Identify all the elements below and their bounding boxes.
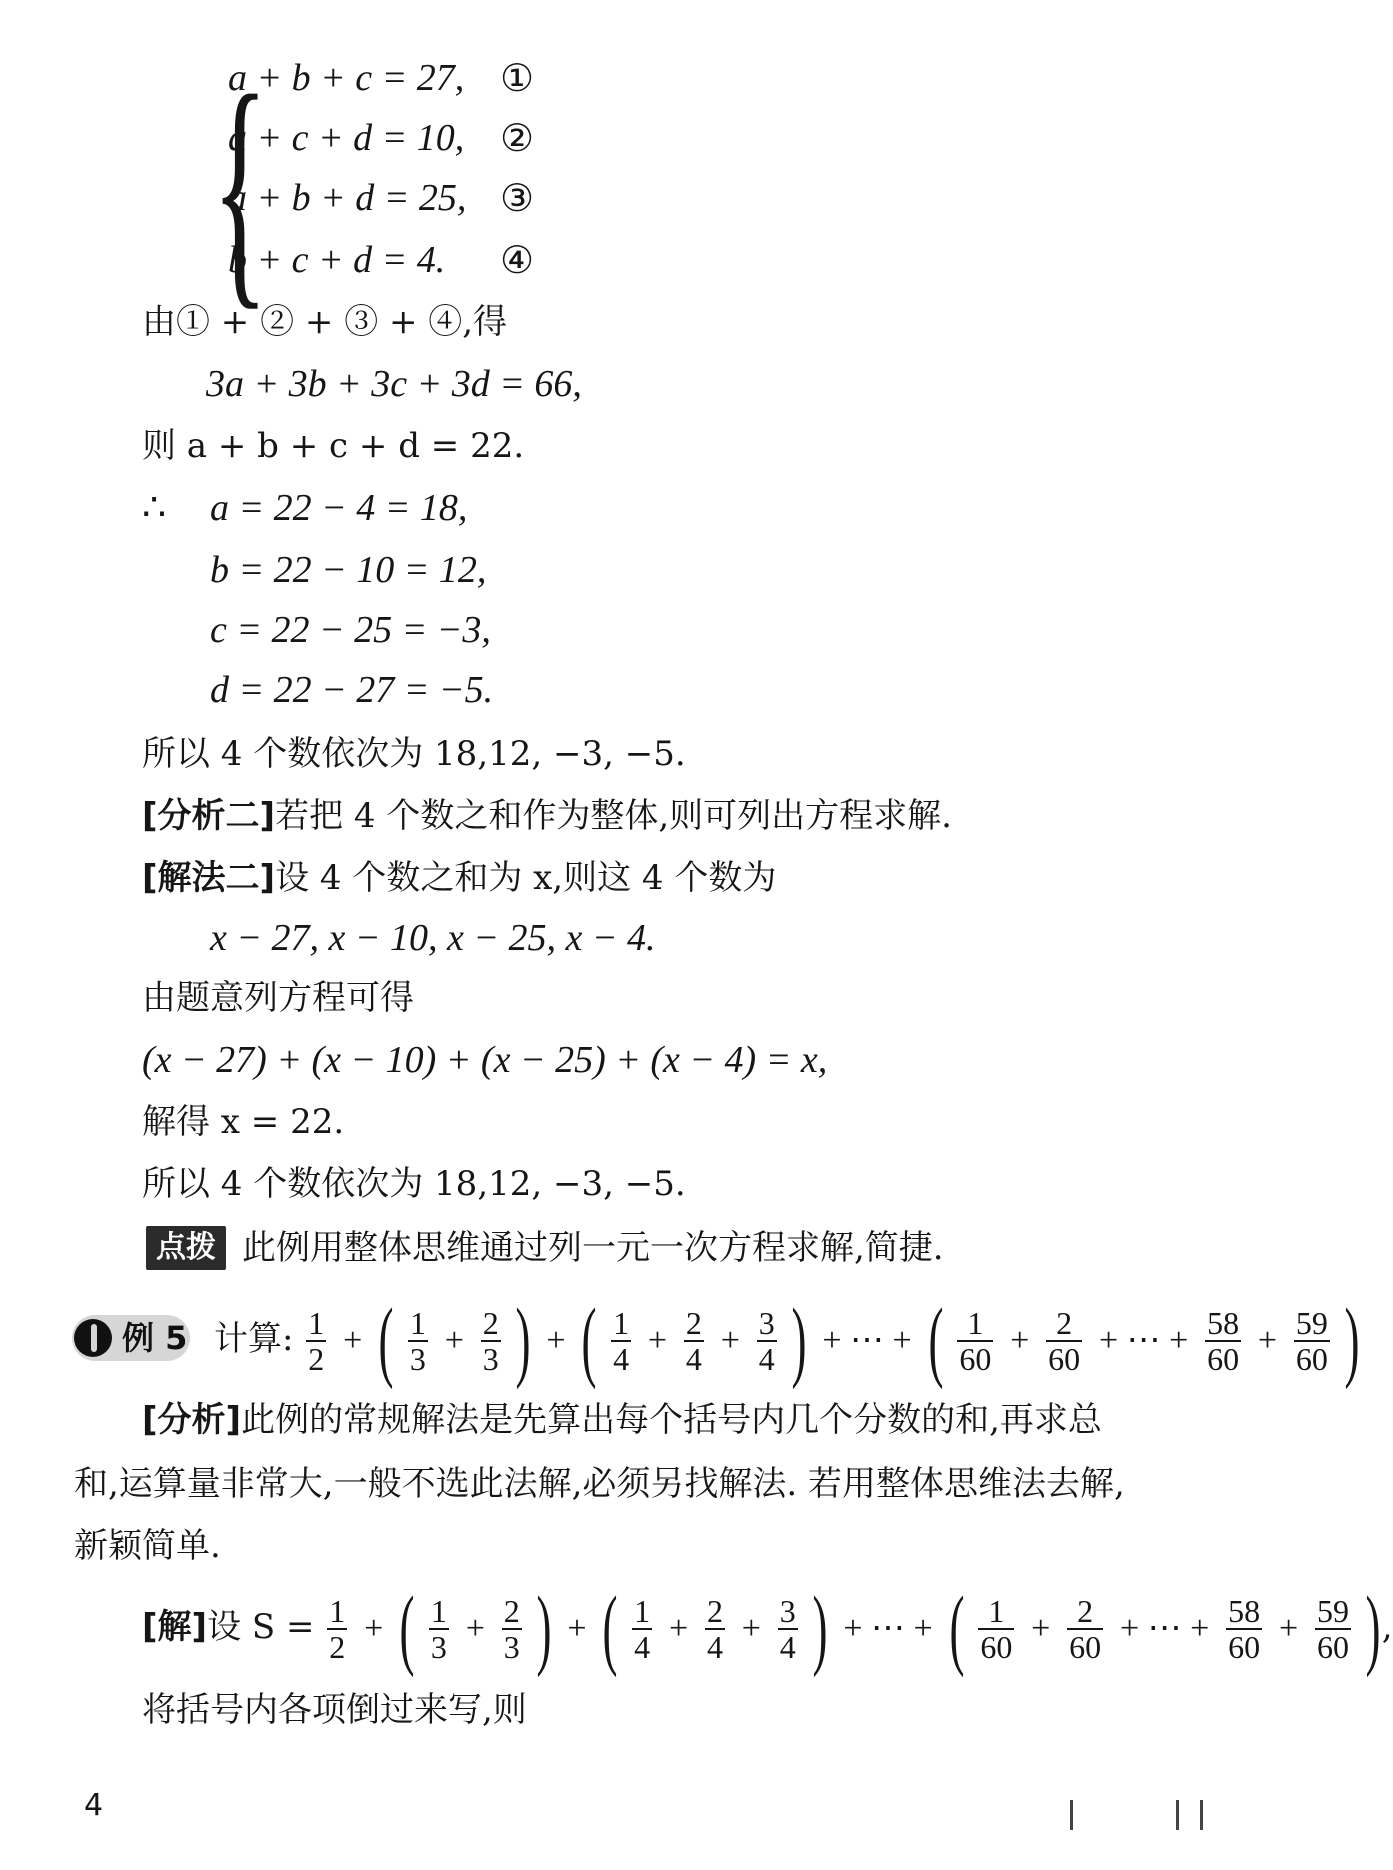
fraction: [978, 1594, 1014, 1664]
denominator: 60: [1207, 1341, 1240, 1377]
tip-tag: 点拨: [146, 1226, 226, 1270]
denominator: 3: [482, 1341, 499, 1377]
denominator: 60: [980, 1629, 1013, 1665]
solution-two: [142, 858, 776, 898]
numerator: 2: [1046, 1306, 1082, 1342]
numerator: 1: [430, 1593, 447, 1629]
right-paren: ): [536, 1579, 552, 1678]
numerator: 2: [503, 1593, 520, 1629]
plus-sign: +: [647, 1322, 668, 1359]
system-brace: {: [212, 43, 269, 331]
solution-a: a = 22 − 4 = 18,: [210, 487, 468, 529]
ellipsis-sum: + ⋯ +: [843, 1610, 933, 1647]
system-eq-4: b + c + d = 4.: [228, 239, 446, 281]
denominator: 4: [758, 1341, 775, 1377]
denominator: 60: [1048, 1341, 1081, 1377]
fraction: [429, 1594, 449, 1664]
plus-sign: +: [668, 1610, 689, 1647]
system-label-4: ④: [500, 238, 535, 282]
example-label: 例 5: [122, 1319, 188, 1357]
ellipsis-sum: + ⋯ +: [1098, 1322, 1189, 1359]
left-paren: (: [928, 1291, 944, 1390]
numerator: 3: [779, 1593, 796, 1629]
plus-sign: +: [1257, 1322, 1278, 1359]
example-bullet-icon: [74, 1319, 112, 1357]
numerator: 1: [308, 1305, 325, 1341]
fraction: [957, 1306, 993, 1376]
fraction: [1205, 1306, 1241, 1376]
numerator: 2: [1067, 1594, 1103, 1630]
fraction: [778, 1594, 798, 1664]
fraction: [1046, 1306, 1082, 1376]
denominator: 60: [1228, 1629, 1261, 1665]
system-label-2: ②: [500, 116, 535, 160]
analysis-line-3: 新颖简单.: [74, 1526, 221, 1566]
solution-two-tag: [解法二]: [142, 858, 276, 898]
left-paren: (: [378, 1291, 394, 1390]
fraction: [327, 1594, 347, 1664]
solution-two-text: 设 4 个数之和为 x,则这 4 个数为: [275, 858, 777, 898]
denominator: 4: [706, 1629, 723, 1665]
denominator: 2: [308, 1341, 325, 1377]
fraction: [1067, 1594, 1103, 1664]
plus-sign: +: [546, 1322, 566, 1359]
fraction: [481, 1306, 501, 1376]
page-number: 4: [84, 1788, 104, 1823]
corner-mark: [1200, 1800, 1203, 1830]
answer-line-2: 所以 4 个数依次为 18,12, −3, −5.: [142, 1164, 686, 1204]
fraction: [1226, 1594, 1262, 1664]
denominator: 60: [1069, 1629, 1102, 1665]
denominator: 3: [503, 1629, 520, 1665]
solution-comma: ,: [1381, 1607, 1393, 1647]
system-eq-1: a + b + c = 27,: [228, 57, 465, 99]
plus-sign: +: [465, 1610, 485, 1647]
plus-sign: +: [1278, 1610, 1299, 1647]
analysis-two-tag: [分析二]: [142, 796, 276, 836]
numerator: 1: [634, 1593, 651, 1629]
system-eq-2: a + c + d = 10,: [228, 117, 465, 159]
answer-line-1: 所以 4 个数依次为 18,12, −3, −5.: [142, 734, 686, 774]
ellipsis-sum: + ⋯ +: [1119, 1610, 1210, 1647]
solution-c: c = 22 − 25 = −3,: [210, 609, 491, 651]
plus-sign: +: [364, 1610, 384, 1647]
left-paren: (: [949, 1579, 965, 1678]
left-paren: (: [399, 1579, 415, 1678]
solution-two-equation: (x − 27) + (x − 10) + (x − 25) + (x − 4) = x,: [142, 1039, 828, 1081]
analysis-line-2: 和,运算量非常大,一般不选此法解,必须另找解法. 若用整体思维法去解,: [74, 1464, 1125, 1504]
analysis-text-1: 此例的常规解法是先算出每个括号内几个分数的和,再求总: [241, 1400, 1102, 1440]
sum-equation: 3a + 3b + 3c + 3d = 66,: [206, 363, 582, 405]
solution-two-solve: 解得 x = 22.: [142, 1102, 345, 1142]
numerator: 59: [1316, 1593, 1349, 1629]
tip-text: 此例用整体思维通过列一元一次方程求解,简捷.: [242, 1228, 944, 1268]
numerator: 2: [685, 1305, 702, 1341]
denominator: 4: [634, 1629, 651, 1665]
left-paren: (: [602, 1579, 618, 1678]
solution-two-expressions: x − 27, x − 10, x − 25, x − 4.: [210, 917, 656, 959]
numerator: 2: [706, 1593, 723, 1629]
fraction: [611, 1306, 631, 1376]
analysis-two: [142, 796, 952, 836]
numerator: 2: [482, 1305, 499, 1341]
solution-two-intro: 由题意列方程可得: [142, 978, 414, 1018]
plus-sign: +: [1010, 1322, 1030, 1359]
denominator: 3: [430, 1629, 447, 1665]
numerator: 1: [329, 1593, 346, 1629]
corner-mark: [1176, 1800, 1179, 1830]
compute-label: 计算:: [214, 1319, 294, 1359]
right-paren: ): [812, 1579, 828, 1678]
analysis-line-1: [142, 1400, 1102, 1440]
solution-set: 设 S =: [207, 1607, 315, 1647]
denominator: 4: [779, 1629, 796, 1665]
numerator: 1: [978, 1594, 1014, 1630]
numerator: 58: [1228, 1593, 1261, 1629]
fraction: [502, 1594, 522, 1664]
numerator: 59: [1295, 1305, 1328, 1341]
fraction: [705, 1594, 725, 1664]
denominator: 60: [1295, 1341, 1328, 1377]
then-line: 则 a + b + c + d = 22.: [142, 426, 525, 466]
denominator: 4: [685, 1341, 702, 1377]
right-paren: ): [1365, 1579, 1381, 1678]
denominator: 60: [959, 1341, 992, 1377]
plus-sign: +: [444, 1322, 464, 1359]
right-paren: ): [515, 1291, 531, 1390]
plus-sign: +: [567, 1610, 587, 1647]
plus-sign: +: [741, 1610, 761, 1647]
example-expression: [214, 1291, 1361, 1390]
denominator: 4: [613, 1341, 630, 1377]
solution-expression: [142, 1579, 1393, 1678]
left-paren: (: [581, 1291, 597, 1390]
solution-tag: [解]: [142, 1607, 208, 1647]
therefore-symbol: ∴: [142, 487, 167, 529]
fraction: [632, 1594, 652, 1664]
solution-d: d = 22 − 27 = −5.: [210, 669, 494, 711]
analysis-tag: [分析]: [142, 1400, 242, 1440]
analysis-two-text: 若把 4 个数之和作为整体,则可列出方程求解.: [275, 796, 952, 836]
plus-sign: +: [1031, 1610, 1051, 1647]
system-label-1: ①: [500, 56, 535, 100]
denominator: 60: [1316, 1629, 1349, 1665]
fraction: [408, 1306, 428, 1376]
numerator: 3: [758, 1305, 775, 1341]
solution-b: b = 22 − 10 = 12,: [210, 549, 487, 591]
fraction: [306, 1306, 326, 1376]
ellipsis-sum: + ⋯ +: [822, 1322, 912, 1359]
fraction: [1315, 1594, 1351, 1664]
fraction: [1294, 1306, 1330, 1376]
fraction: [757, 1306, 777, 1376]
system-eq-3: a + b + d = 25,: [228, 177, 467, 219]
right-paren: ): [1344, 1291, 1360, 1390]
sum-intro: 由① + ② + ③ + ④,得: [142, 302, 508, 342]
numerator: 1: [613, 1305, 630, 1341]
numerator: 1: [409, 1305, 426, 1341]
fraction: [684, 1306, 704, 1376]
right-paren: ): [791, 1291, 807, 1390]
plus-sign: +: [343, 1322, 363, 1359]
denominator: 3: [409, 1341, 426, 1377]
numerator: 58: [1207, 1305, 1240, 1341]
system-label-3: ③: [500, 176, 535, 220]
last-line: 将括号内各项倒过来写,则: [142, 1690, 527, 1730]
denominator: 2: [329, 1629, 346, 1665]
plus-sign: +: [720, 1322, 740, 1359]
numerator: 1: [957, 1306, 993, 1342]
corner-mark: [1070, 1800, 1073, 1830]
